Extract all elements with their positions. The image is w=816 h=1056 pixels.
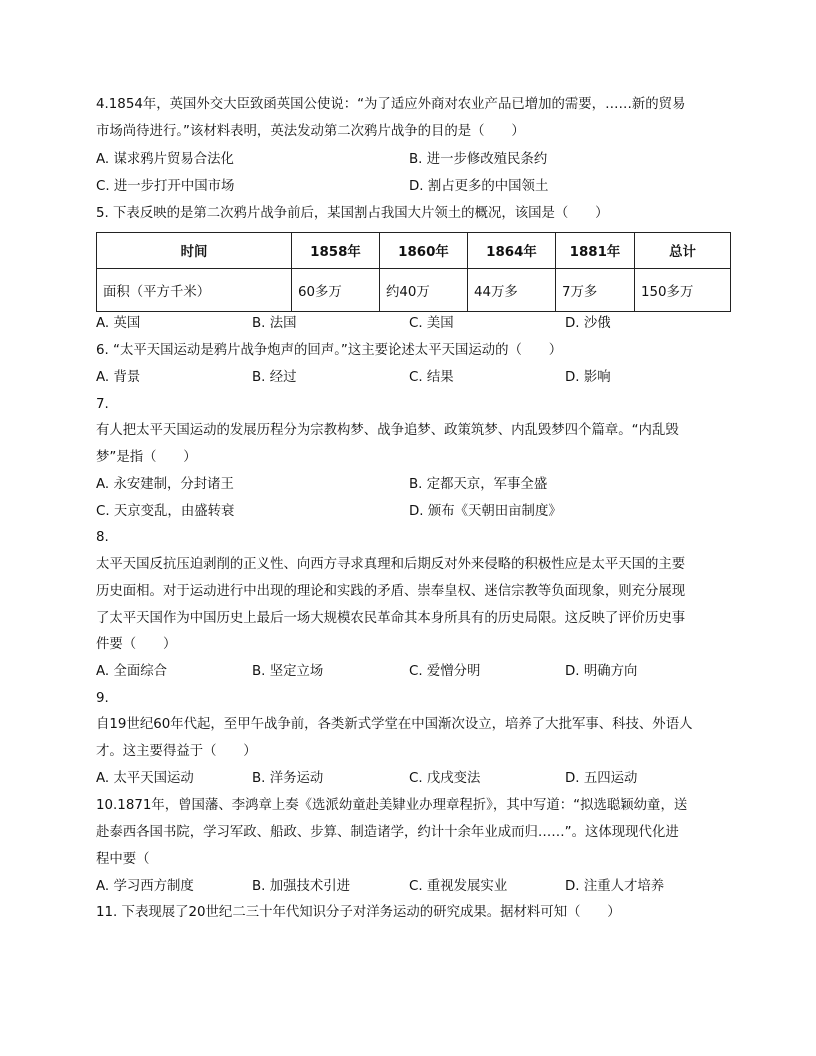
- q10-stem-line2: 赴泰西各国书院，学习军政、船政、步算、制造诸学，约计十余年业成而归……”。这体现现代化进: [96, 825, 679, 840]
- q7-option-a[interactable]: A. 永安建制，分封诸王: [96, 477, 234, 492]
- q8-stem-line4: 件要（ ）: [96, 637, 177, 652]
- q9-option-b[interactable]: B. 洋务运动: [252, 771, 324, 786]
- q5-option-c[interactable]: C. 美国: [409, 316, 454, 331]
- q9-stem-line1: 自19世纪60年代起，至甲午战争前，各类新式学堂在中国渐次设立，培养了大批军事、科技、外语人: [96, 717, 693, 732]
- q5-table-header-row: [97, 233, 731, 269]
- q8-stem-line3: 了太平天国作为中国历史上最后一场大规模农民革命其本身所具有的历史局限。这反映了评价历史事: [96, 611, 686, 626]
- q5-table-cell: 60多万: [292, 269, 380, 312]
- q6-stem: 6. “太平天国运动是鸦片战争炮声的回声。”这主要论述太平天国运动的（ ）: [96, 343, 563, 358]
- q7-option-d[interactable]: D. 颁布《天朝田亩制度》: [409, 504, 562, 519]
- q5-table-cell: 150多万: [635, 269, 731, 312]
- q9-option-a[interactable]: A. 太平天国运动: [96, 771, 194, 786]
- q8-option-b[interactable]: B. 坚定立场: [252, 664, 324, 679]
- q7-option-b[interactable]: B. 定都天京，军事全盛: [409, 477, 548, 492]
- q5-table-row: [97, 269, 731, 312]
- q6-option-d[interactable]: D. 影响: [565, 370, 611, 385]
- q7-number: 7.: [96, 397, 109, 412]
- q5-stem: 5. 下表反映的是第二次鸦片战争前后，某国割占我国大片领土的概况，该国是（ ）: [96, 206, 609, 221]
- q10-option-c[interactable]: C. 重视发展实业: [409, 879, 508, 894]
- q7-option-c[interactable]: C. 天京变乱，由盛转衰: [96, 504, 235, 519]
- q5-table-cell: 7万多: [556, 269, 635, 312]
- q10-option-b[interactable]: B. 加强技术引进: [252, 879, 351, 894]
- q8-number: 8.: [96, 530, 109, 545]
- q8-stem-line2: 历史面相。对于运动进行中出现的理论和实践的矛盾、崇奉皇权、迷信宗教等负面现象，则充分展现: [96, 584, 686, 599]
- q11-stem: 11. 下表现展了20世纪二三十年代知识分子对洋务运动的研究成果。据材料可知（ ）: [96, 905, 621, 920]
- q4-option-d[interactable]: D. 割占更多的中国领土: [409, 179, 549, 194]
- q4-option-c[interactable]: C. 进一步打开中国市场: [96, 179, 235, 194]
- q5-table-cell: 约40万: [380, 269, 468, 312]
- q6-option-b[interactable]: B. 经过: [252, 370, 297, 385]
- q5-table-header: 1860年: [380, 233, 468, 269]
- q5-table-header: 时间: [97, 233, 292, 269]
- q9-option-d[interactable]: D. 五四运动: [565, 771, 638, 786]
- q9-stem-line2: 才。这主要得益于（ ）: [96, 744, 257, 759]
- q8-option-d[interactable]: D. 明确方向: [565, 664, 638, 679]
- q5-table: [96, 232, 731, 312]
- q8-option-a[interactable]: A. 全面综合: [96, 664, 167, 679]
- q10-stem-line1: 10.1871年，曾国藩、李鸿章上奏《选派幼童赴美肄业办理章程折》，其中写道：“拟选聪颖幼童，送: [96, 798, 688, 813]
- q4-option-b[interactable]: B. 进一步修改殖民条约: [409, 152, 548, 167]
- q5-option-a[interactable]: A. 英国: [96, 316, 141, 331]
- q10-stem-line3: 程中要（: [96, 852, 150, 867]
- q8-stem-line1: 太平天国反抗压迫剥削的正义性、向西方寻求真理和后期反对外来侵略的积极性应是太平天国的主要: [96, 557, 686, 572]
- q4-stem-line2: 市场尚待进行。”该材料表明，英法发动第二次鸦片战争的目的是（ ）: [96, 124, 525, 139]
- q5-table-header: 1864年: [468, 233, 556, 269]
- q7-stem-line1: 有人把太平天国运动的发展历程分为宗教构梦、战争追梦、政策筑梦、内乱毁梦四个篇章。“内乱毁: [96, 423, 679, 438]
- q6-option-c[interactable]: C. 结果: [409, 370, 454, 385]
- q5-table-header: 1858年: [292, 233, 380, 269]
- q5-table-header: 总计: [635, 233, 731, 269]
- q10-option-a[interactable]: A. 学习西方制度: [96, 879, 194, 894]
- q10-option-d[interactable]: D. 注重人才培养: [565, 879, 665, 894]
- q6-option-a[interactable]: A. 背景: [96, 370, 141, 385]
- q4-stem-line1: 4.1854年，英国外交大臣致函英国公使说：“为了适应外商对农业产品已增加的需要，……新的贸易: [96, 97, 686, 112]
- q8-option-c[interactable]: C. 爱憎分明: [409, 664, 481, 679]
- q5-table-cell: 面积（平方千米）: [97, 269, 292, 312]
- q4-option-a[interactable]: A. 谋求鸦片贸易合法化: [96, 152, 234, 167]
- q5-option-b[interactable]: B. 法国: [252, 316, 297, 331]
- q5-table-header: 1881年: [556, 233, 635, 269]
- q7-stem-line2: 梦”是指（ ）: [96, 450, 197, 465]
- q5-table-cell: 44万多: [468, 269, 556, 312]
- q5-option-d[interactable]: D. 沙俄: [565, 316, 611, 331]
- q9-number: 9.: [96, 691, 109, 706]
- q9-option-c[interactable]: C. 戊戌变法: [409, 771, 481, 786]
